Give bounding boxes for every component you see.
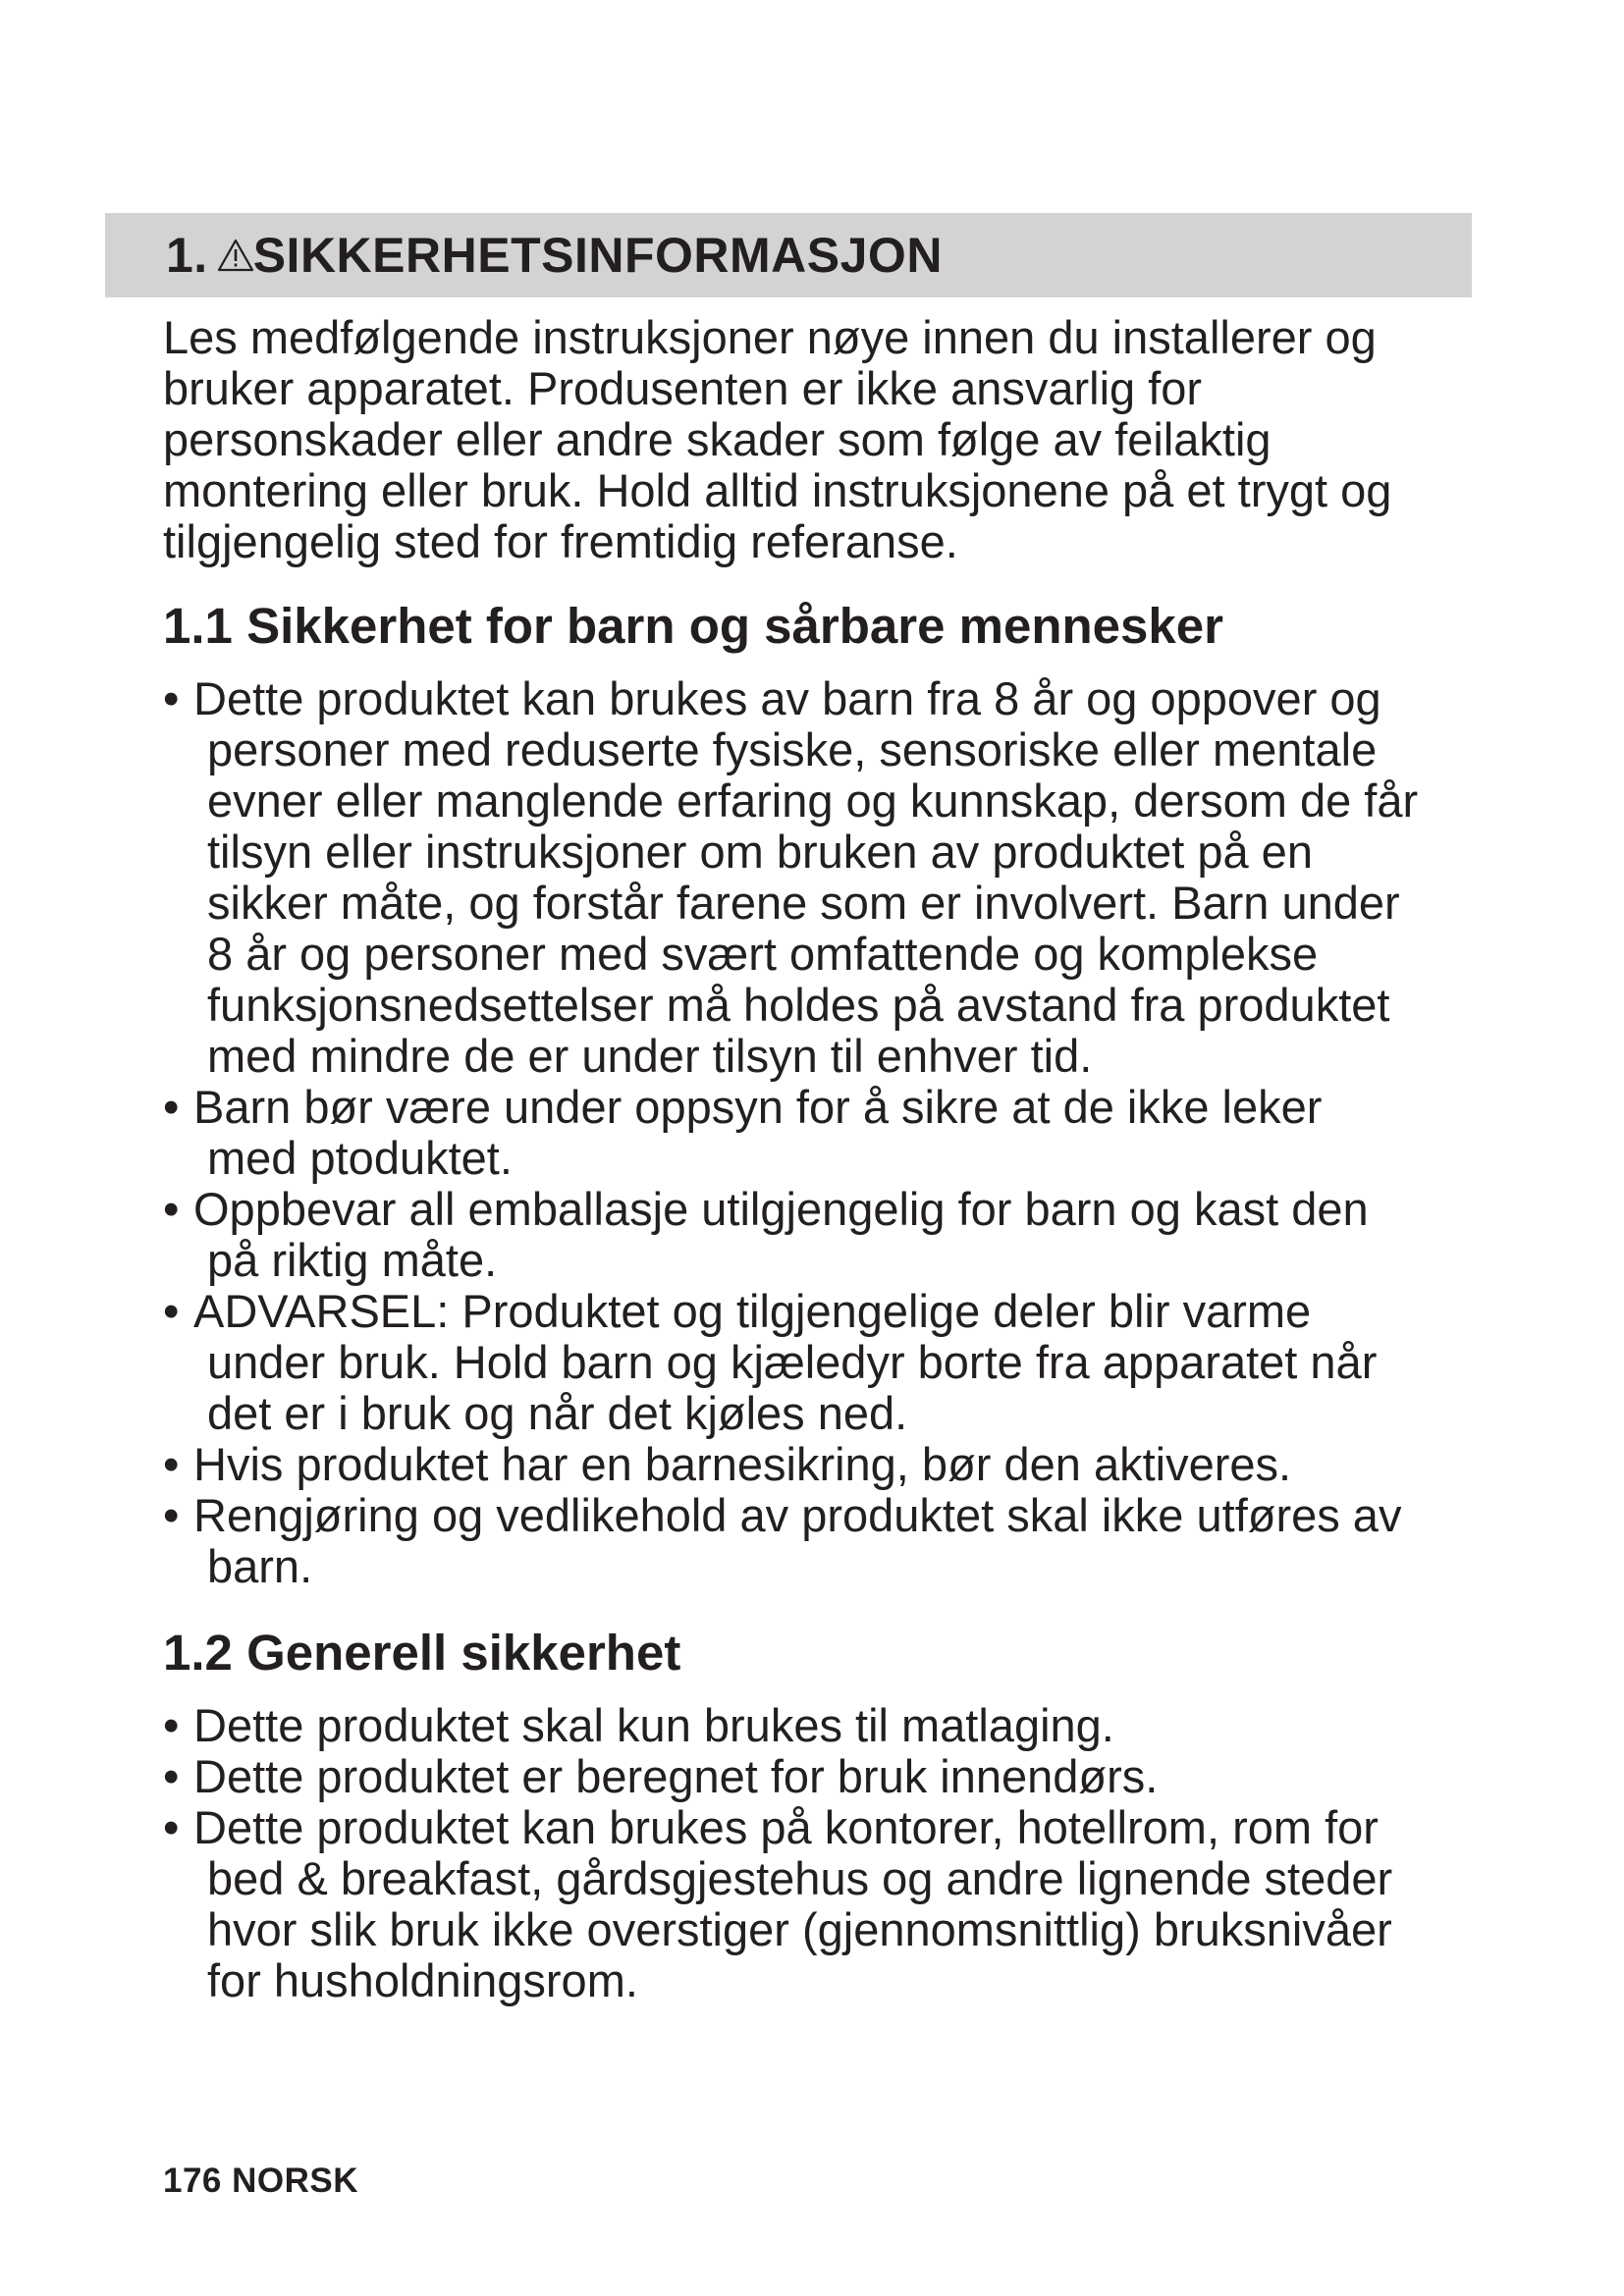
list-item-line: Dette produktet er beregnet for bruk innendørs. — [193, 1750, 1159, 1802]
list-item-line: for husholdningsrom. — [207, 1954, 638, 2006]
list-item-line: med ptoduktet. — [207, 1132, 513, 1184]
bullet-mark: • — [163, 1801, 180, 1853]
bullet-mark: • — [163, 1489, 180, 1541]
list-item-line: barn. — [207, 1540, 313, 1592]
list-item-line: det er i bruk og når det kjøles ned. — [207, 1387, 908, 1439]
list-item-line: Hvis produktet har en barnesikring, bør den aktiveres. — [193, 1438, 1292, 1490]
list-item — [163, 1802, 1479, 2006]
list-item-line: bed & breakfast, gårdsgjestehus og andre lignende steder — [207, 1852, 1393, 1904]
list-item-line: 8 år og personer med svært omfattende og komplekse — [207, 928, 1319, 980]
list-item-line: funksjonsnedsettelser må holdes på avstand fra produktet — [207, 979, 1390, 1031]
intro-paragraph — [163, 312, 1479, 567]
bullet-mark: • — [163, 672, 180, 724]
bullet-list-1-1 — [163, 673, 1479, 1592]
warning-triangle-icon — [216, 238, 255, 273]
list-item-line: Barn bør være under oppsyn for å sikre at de ikke leker — [193, 1081, 1323, 1133]
list-item — [163, 1082, 1479, 1184]
bullet-mark: • — [163, 1699, 180, 1751]
list-item — [163, 1751, 1479, 1802]
list-item-line: med mindre de er under tilsyn til enhver tid. — [207, 1030, 1093, 1082]
list-item-line: personer med reduserte fysiske, sensoriske eller mentale — [207, 723, 1378, 775]
section-heading-1-1: 1.1 Sikkerhet for barn og sårbare mennesker — [163, 598, 1223, 654]
bullet-mark: • — [163, 1438, 180, 1490]
intro-line: personskader eller andre skader som følge av feilaktig — [163, 413, 1272, 465]
list-item — [163, 1700, 1479, 1751]
intro-line: montering eller bruk. Hold alltid instruksjonene på et trygt og — [163, 464, 1392, 516]
title-label: SIKKERHETSINFORMASJON — [252, 228, 943, 283]
section-heading-1-2: 1.2 Generell sikkerhet — [163, 1625, 681, 1681]
list-item-line: Dette produktet skal kun brukes til matlaging. — [193, 1699, 1114, 1751]
list-item — [163, 1184, 1479, 1286]
list-item-line: på riktig måte. — [207, 1234, 498, 1286]
document-body — [163, 312, 1479, 2006]
bullet-list-1-2 — [163, 1700, 1479, 2006]
list-item-line: sikker måte, og forstår farene som er involvert. Barn under — [207, 877, 1400, 929]
list-item — [163, 1490, 1479, 1592]
page-title — [166, 228, 943, 283]
list-item-line: hvor slik bruk ikke overstiger (gjennomsnittlig) bruksnivåer — [207, 1903, 1392, 1955]
intro-line: bruker apparatet. Produsenten er ikke ansvarlig for — [163, 362, 1203, 414]
section-title-bar — [105, 213, 1472, 297]
intro-line: Les medfølgende instruksjoner nøye innen du installerer og — [163, 311, 1377, 363]
bullet-mark: • — [163, 1750, 180, 1802]
list-item — [163, 1286, 1479, 1439]
bullet-mark: • — [163, 1285, 180, 1337]
list-item-line: Dette produktet kan brukes av barn fra 8 år og oppover og — [193, 672, 1381, 724]
list-item — [163, 673, 1479, 1082]
list-item-line: evner eller manglende erfaring og kunnskap, dersom de får — [207, 774, 1419, 827]
list-item-line: tilsyn eller instruksjoner om bruken av produktet på en — [207, 826, 1313, 878]
list-item-line: Dette produktet kan brukes på kontorer, hotellrom, rom for — [193, 1801, 1379, 1853]
list-item-line: under bruk. Hold barn og kjæledyr borte fra apparatet når — [207, 1336, 1378, 1388]
bullet-mark: • — [163, 1183, 180, 1235]
bullet-mark: • — [163, 1081, 180, 1133]
list-item-line: Oppbevar all emballasje utilgjengelig for barn og kast den — [193, 1183, 1369, 1235]
intro-line: tilgjengelig sted for fremtidig referanse. — [163, 515, 958, 567]
title-number: 1. — [166, 228, 208, 283]
list-item-line: ADVARSEL: Produktet og tilgjengelige deler blir varme — [193, 1285, 1312, 1337]
list-item-line: Rengjøring og vedlikehold av produktet skal ikke utføres av — [193, 1489, 1402, 1541]
list-item — [163, 1439, 1479, 1490]
page-footer: 176 NORSK — [163, 2162, 359, 2200]
